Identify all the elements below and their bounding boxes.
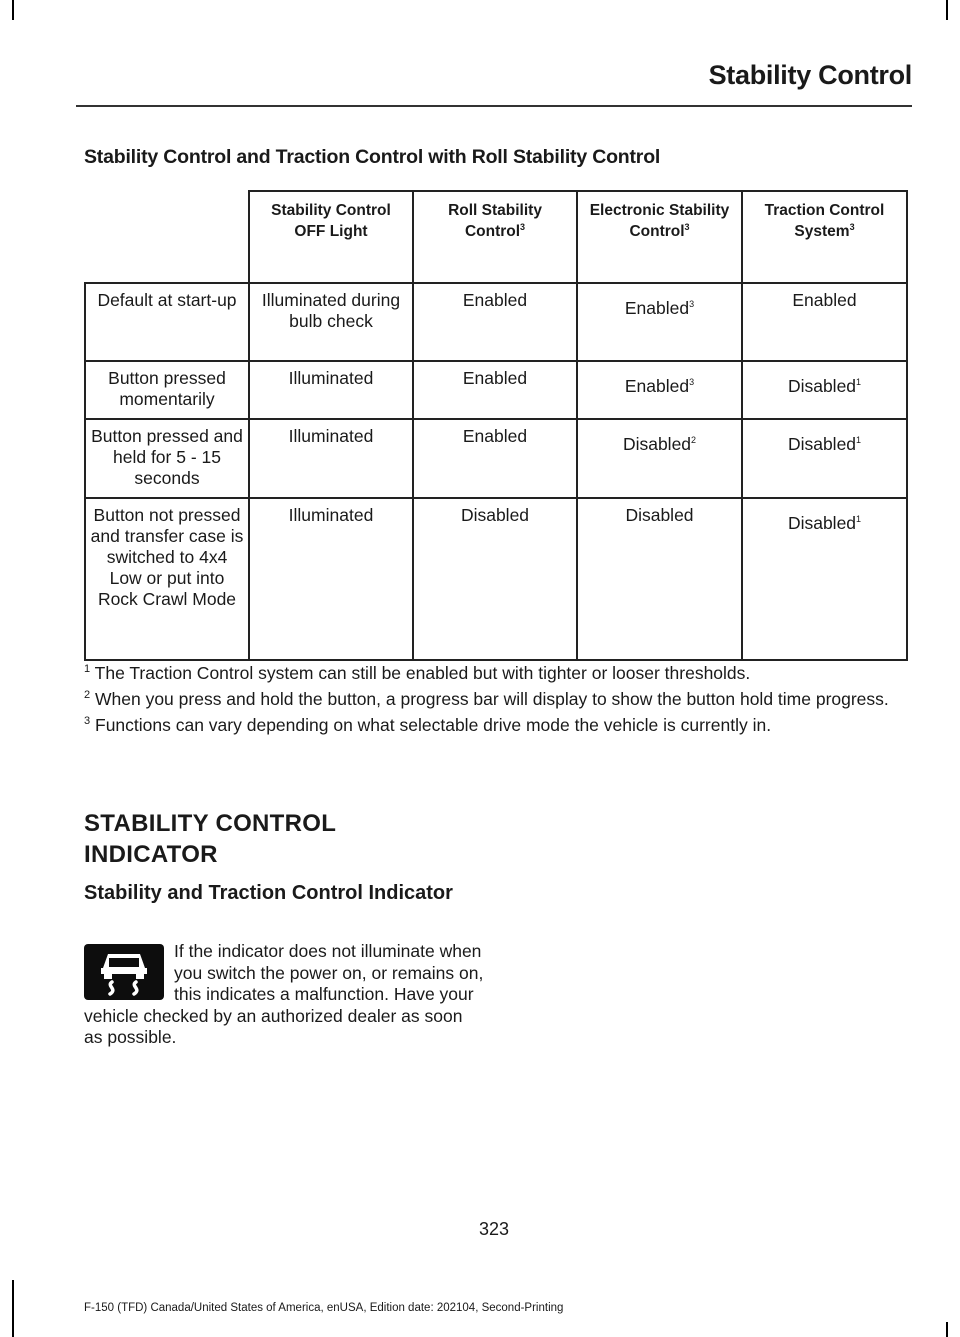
table-cell: Illuminated bbox=[249, 419, 413, 498]
indicator-paragraph: If the indicator does not illuminate when you switch the power on, or remains on, this indicates a malfunction. Have your vehicle checked by an authorized dealer as soon as possible. bbox=[84, 941, 484, 1047]
header-rule bbox=[76, 105, 912, 107]
table-header-cell: Roll Stability Control$^3$ bbox=[413, 191, 577, 283]
footnote: $^3$ Functions can vary depending on what selectable drive mode the vehicle is currently in. bbox=[84, 715, 772, 735]
table-header-cell: Traction Control System$^3$ bbox=[742, 191, 907, 283]
table-cell: Enabled$^3$ bbox=[577, 283, 742, 361]
table-cell: Button pressed momentarily bbox=[85, 361, 249, 419]
table-title: Stability Control and Traction Control with Roll Stability Control bbox=[84, 146, 661, 168]
table-cell: Disabled bbox=[413, 498, 577, 660]
table-cell: Illuminated during bulb check bbox=[249, 283, 413, 361]
table-cell: Enabled bbox=[742, 283, 907, 361]
table-cell: Button not pressed and transfer case is switched to 4x4 Low or put into Rock Crawl Mode bbox=[85, 498, 249, 660]
page-number: 323 bbox=[478, 1219, 510, 1239]
footnote: $^2$ When you press and hold the button, a progress bar will display to show the button hold time progress. bbox=[84, 689, 889, 709]
table-cell: Disabled$^1$ bbox=[742, 361, 907, 419]
table-cell: Disabled$^2$ bbox=[577, 419, 742, 498]
crop-mark-top-right bbox=[946, 0, 948, 20]
table-row bbox=[85, 283, 907, 361]
footnote: $^1$ The Traction Control system can still be enabled but with tighter or looser thresholds. bbox=[84, 663, 751, 683]
crop-mark-bottom bbox=[12, 1280, 14, 1337]
table-cell: Disabled$^1$ bbox=[742, 419, 907, 498]
table-cell: Illuminated bbox=[249, 498, 413, 660]
table-cell: Enabled bbox=[413, 283, 577, 361]
table-cell: Default at start-up bbox=[85, 283, 249, 361]
table-cell: Enabled bbox=[413, 419, 577, 498]
table-row bbox=[85, 498, 907, 660]
sub-heading: Stability and Traction Control Indicator bbox=[84, 882, 453, 904]
table-cell: Disabled bbox=[577, 498, 742, 660]
table-header-cell: Electronic Stability Control$^3$ bbox=[577, 191, 742, 283]
crop-mark-bottom-right bbox=[946, 1322, 948, 1337]
stability-mode-table bbox=[84, 190, 908, 661]
table-header-cell: Stability Control OFF Light bbox=[249, 191, 413, 283]
table-cell: Disabled$^1$ bbox=[742, 498, 907, 660]
section-heading: STABILITY CONTROL INDICATOR bbox=[84, 810, 337, 868]
table-header-empty bbox=[85, 191, 249, 283]
table-header-row bbox=[85, 191, 907, 283]
page-header: Stability Control bbox=[708, 60, 912, 90]
footer-text: F-150 (TFD) Canada/United States of America, enUSA, Edition date: 202104, Second-Printing bbox=[84, 1302, 564, 1314]
footnotes bbox=[84, 662, 914, 740]
table-cell: Illuminated bbox=[249, 361, 413, 419]
table-row bbox=[85, 361, 907, 419]
table-row bbox=[85, 419, 907, 498]
table-cell: Button pressed and held for 5 - 15 seconds bbox=[85, 419, 249, 498]
table-cell: Enabled bbox=[413, 361, 577, 419]
crop-mark-top bbox=[12, 0, 14, 20]
table-cell: Enabled$^3$ bbox=[577, 361, 742, 419]
